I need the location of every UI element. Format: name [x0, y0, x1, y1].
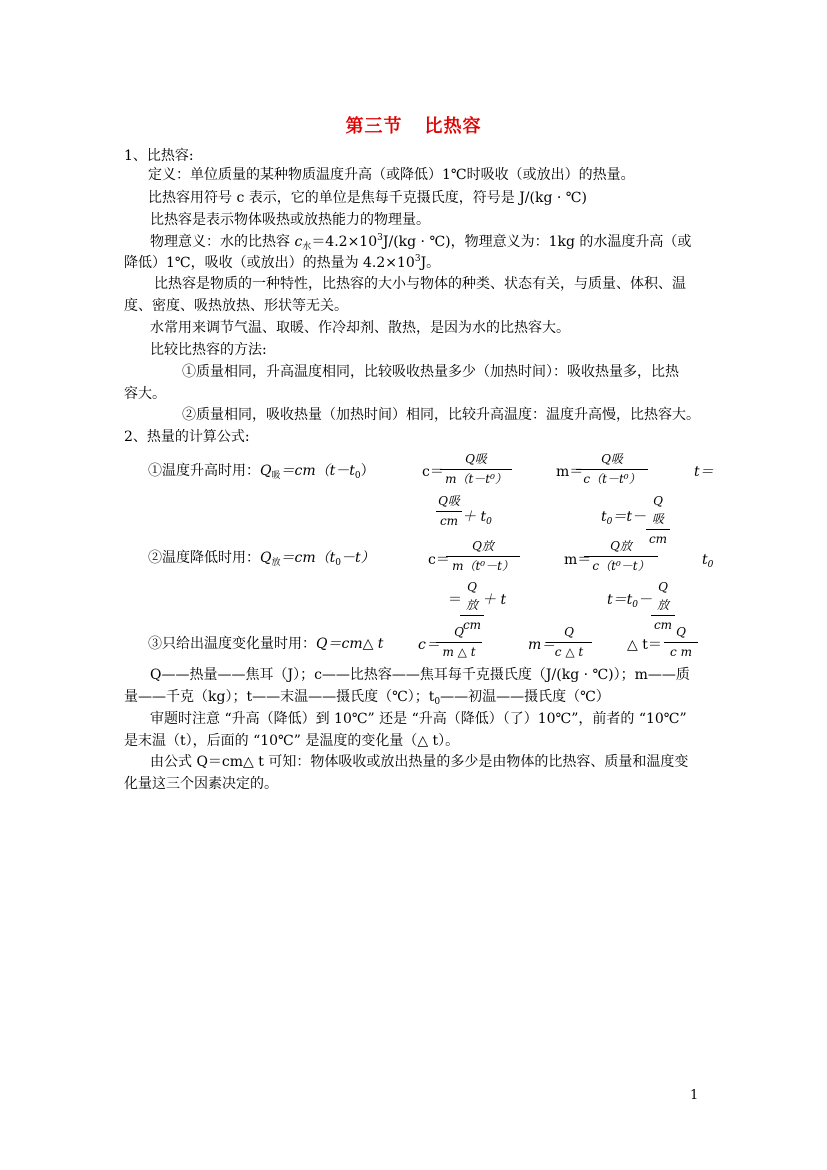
f3-c-lhs: c＝	[418, 637, 440, 653]
s1-method1-line1: ①质量相同，升高温度相同，比较吸收热量多少（加热时间）：吸收热量多，比热	[182, 364, 679, 380]
title-topic: 比热容	[424, 116, 482, 137]
f3-t-fraction: $\frac{Q}{\text{c m}}$	[664, 623, 698, 661]
page-number: 1	[690, 1088, 699, 1103]
f2-t0-eq: ＝	[448, 592, 462, 608]
f1-c-lhs: c＝	[422, 464, 444, 480]
f1-t-lhs: t＝	[694, 464, 714, 480]
f3-m-lhs: m＝	[528, 637, 556, 653]
s1-method1-line2: 容大。	[124, 386, 166, 402]
f1-m-lhs: m＝	[556, 464, 584, 480]
conclusion-line2: 化量这三个因素决定的。	[124, 776, 278, 792]
f2-t-lhs: $t=t_0-$	[607, 592, 652, 610]
section-title	[0, 112, 827, 138]
s1-compare-heading: 比较比热容的方法:	[150, 342, 267, 358]
legend-line2: 量——千克（kg）；t——末温——摄氏度（℃）；$t_0——$初温——摄氏度（℃）	[124, 689, 610, 707]
f2-c-lhs: c＝	[428, 552, 450, 568]
f1-c-fraction: Q吸 m（t－t⁰）	[440, 450, 512, 488]
f2-c-fraction: Q放 m（t⁰－t）	[446, 537, 520, 575]
f2-t-fraction: Q放 cm	[651, 578, 675, 634]
f2-t0-fraction: Q放 cm	[460, 578, 484, 634]
s1-heading: 1、比热容:	[124, 148, 194, 164]
f3-label: ③只给出温度变化量时用：Q＝cm△ t	[148, 636, 384, 652]
f3-m-fraction: $\frac{Q}{c \triangle t}$	[546, 623, 592, 661]
f1-t0-lhs: $t_0=t-$	[601, 509, 647, 527]
s1-water-use: 水常用来调节气温、取暖、作冷却剂、散热，是因为水的比热容大。	[150, 320, 570, 336]
title-section-number: 第三节	[345, 116, 403, 137]
f3-t-lhs: △ t＝	[627, 637, 662, 653]
note-line1: 审题时注意 “升高（降低）到 10℃” 还是 “升高（降低）（了）10℃”，前者的 “10℃”	[150, 711, 687, 727]
s1-meaning-line1: 物理意义：水的比热容 $c_水=4.2\times 10^3J/(kg$ · ℃)，物理意义为：1kg 的水温度升高（或	[150, 233, 692, 252]
s1-property-line2: 度、密度、吸热放热、形状等无关。	[124, 298, 348, 314]
s2-heading: 2、热量的计算公式:	[124, 429, 250, 445]
s1-method2: ②质量相同，吸收热量（加热时间）相同，比较升高温度：温度升高慢，比热容大。	[182, 407, 700, 423]
legend-line1: Q——热量——焦耳（J）；c——比热容——焦耳每千克摄氏度（J/(kg · ℃)）；m——质	[150, 667, 690, 683]
s1-property-line1: 比热容是物质的一种特性，比热容的大小与物体的种类、状态有关，与质量、体积、温	[154, 276, 686, 292]
f1-t-fraction: Q吸 cm	[436, 492, 462, 530]
f2-m-fraction: Q放 c（t⁰－t）	[584, 537, 658, 575]
f1-t-tail: ＋ $t_0$	[462, 509, 492, 527]
s1-symbol-unit: 比热容用符号 c 表示，它的单位是焦每千克摄氏度，符号是 J/(kg · ℃)	[148, 190, 587, 206]
f1-m-fraction: Q吸 c（t－t⁰）	[576, 450, 648, 488]
f1-t0-fraction: Q吸 cm	[646, 492, 670, 548]
s1-meaning-line2: 降低）1℃，吸收（或放出）的热量为 $4.2\times 10^3J$。	[124, 254, 441, 271]
f2-t0-lhs: $t_0$	[702, 552, 714, 570]
note-line2: 是末温（t），后面的 “10℃” 是温度的变化量（△ t）。	[124, 733, 460, 749]
s1-definition: 定义：单位质量的某种物质温度升高（或降低）1℃时吸收（或放出）的热量。	[148, 167, 635, 183]
f1-label: ①温度升高时用：$Q_吸=cm(t-t_0)$	[148, 463, 375, 481]
f2-m-lhs: m＝	[564, 552, 592, 568]
f2-label: ②温度降低时用：$Q_放=cm(t_0-t)$	[148, 550, 375, 568]
f2-t0-tail: ＋ t	[482, 592, 507, 608]
s1-physical-quantity: 比热容是表示物体吸热或放热能力的物理量。	[150, 212, 430, 228]
conclusion-line1: 由公式 Q＝cm△ t 可知：物体吸收或放出热量的多少是由物体的比热容、质量和温度变	[150, 754, 689, 770]
f3-c-fraction: $\frac{Q}{m \triangle t}$	[436, 623, 482, 661]
